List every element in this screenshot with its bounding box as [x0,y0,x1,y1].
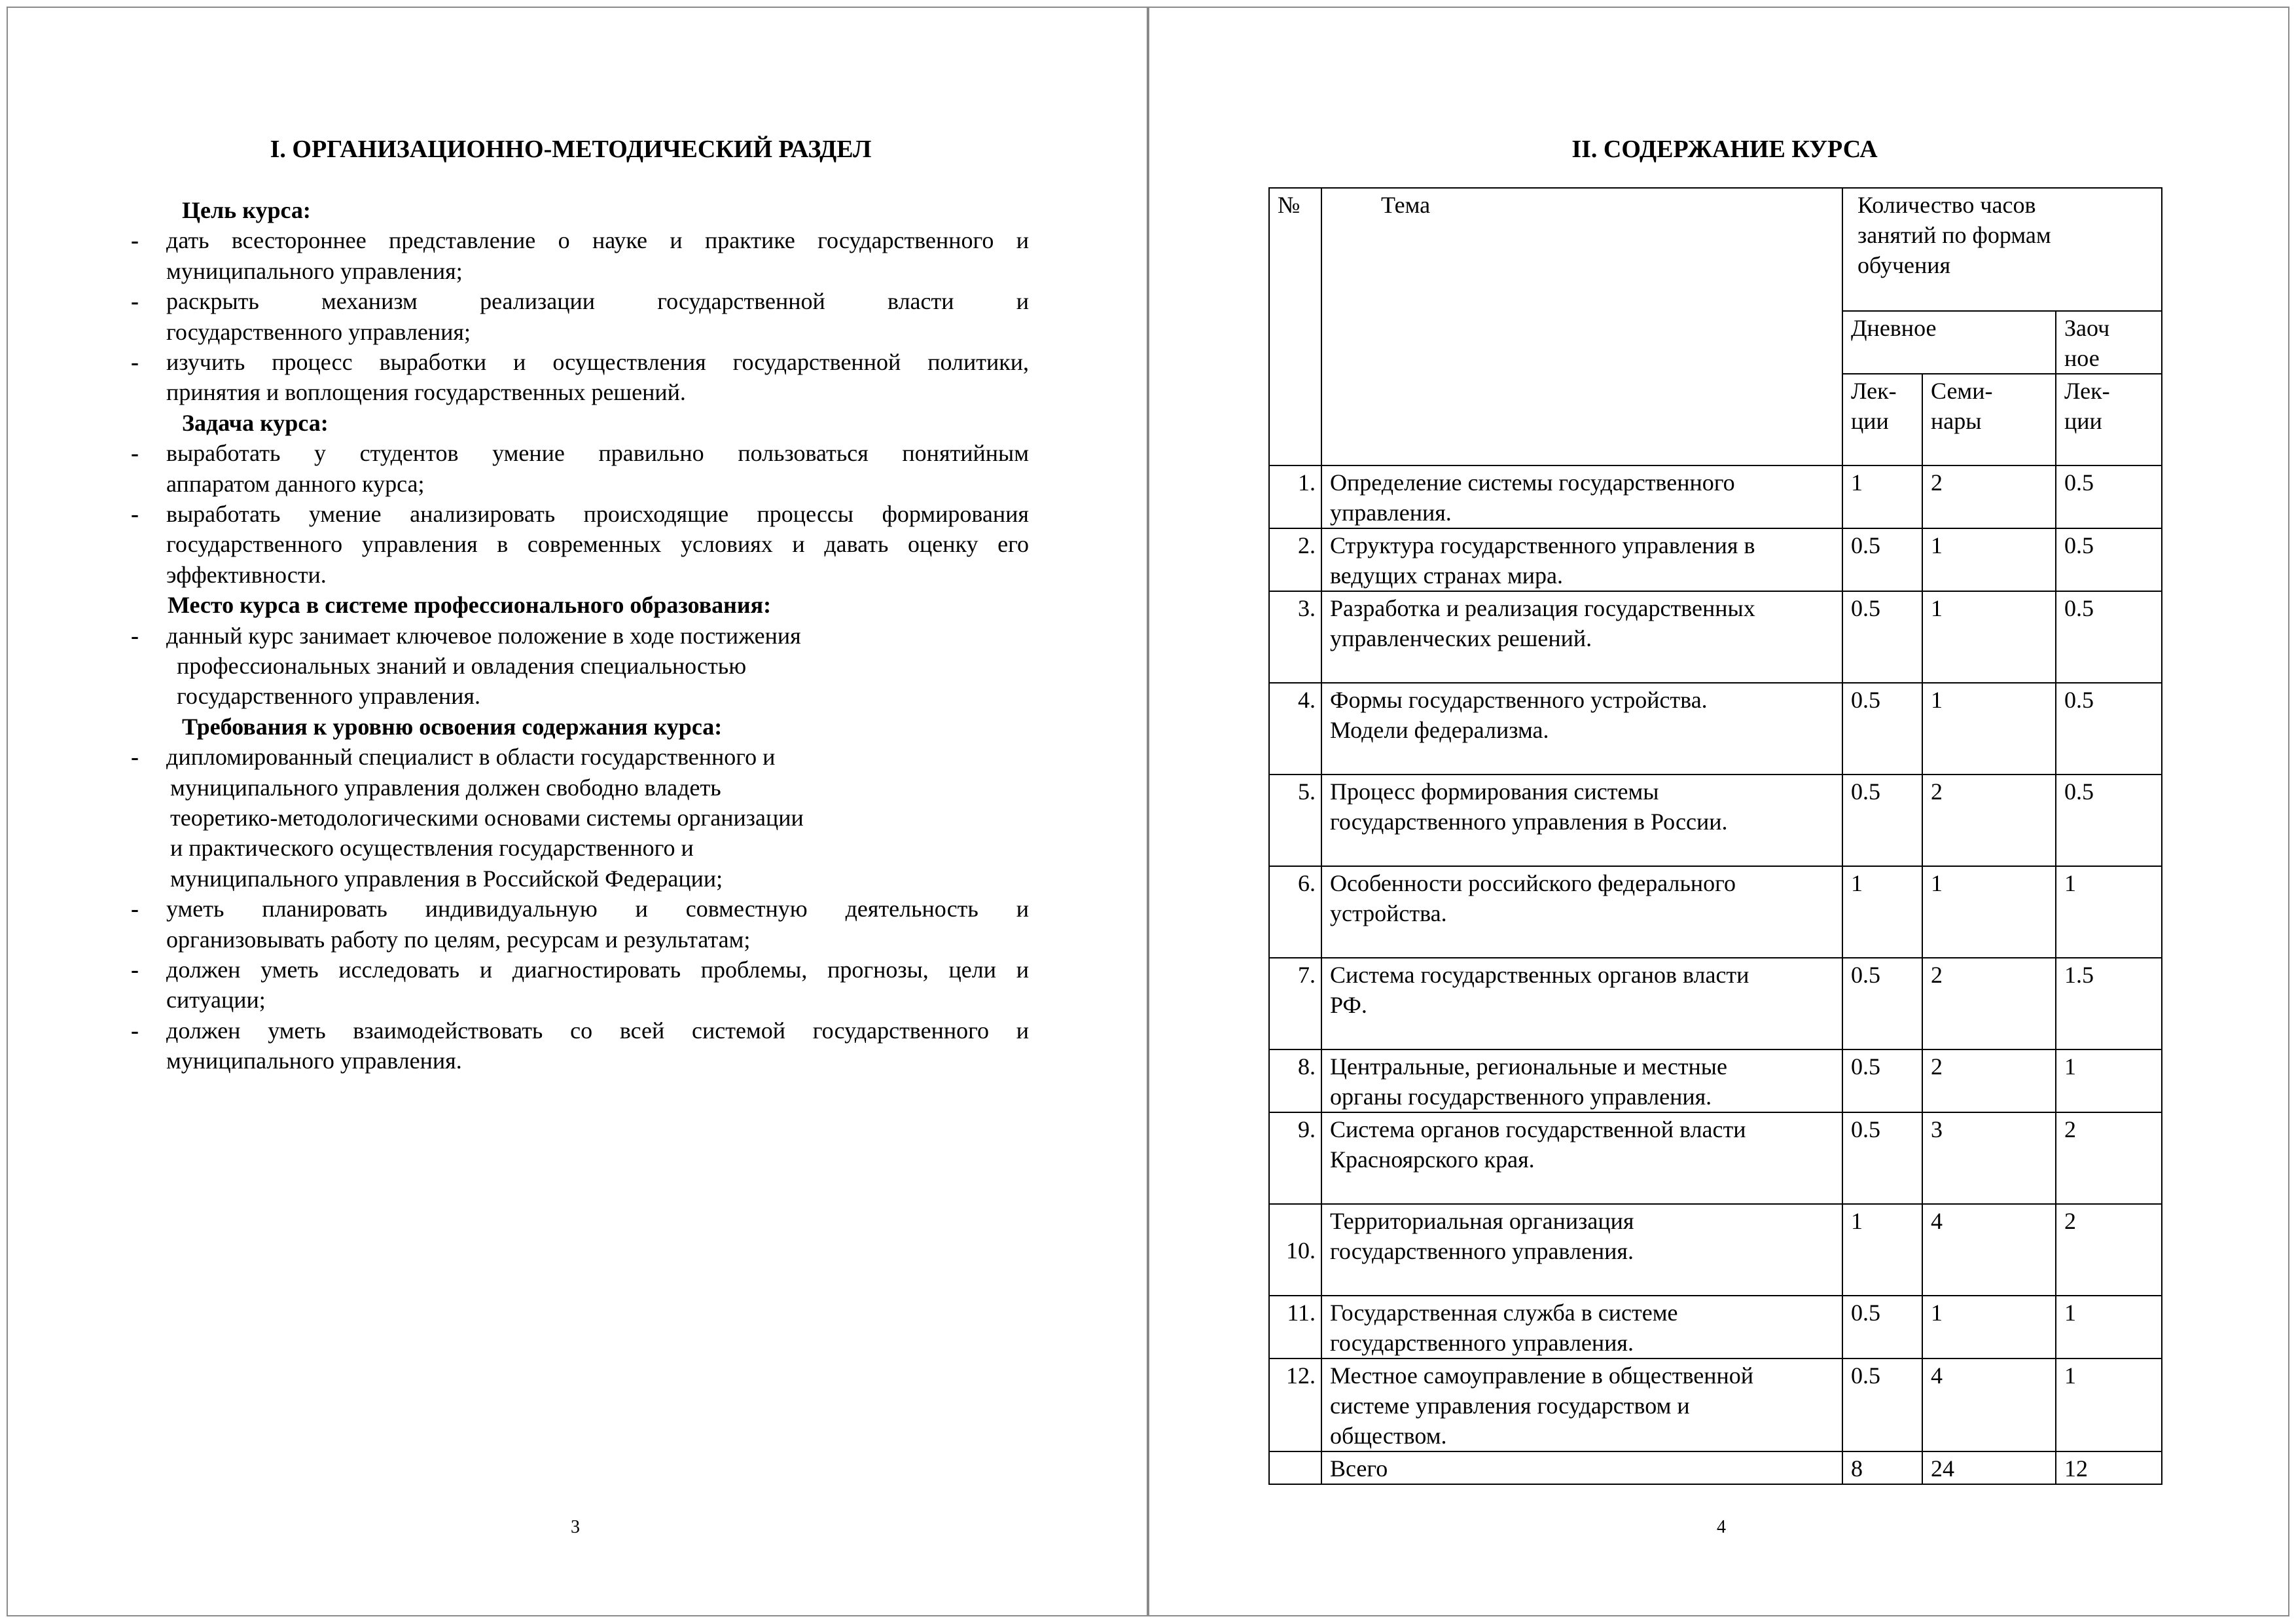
list-bullet-dash: - [131,440,139,467]
list-item-line: уметь планировать индивидуальную и совместную деятельность и [166,896,1029,922]
row-topic: Процесс формирования системы государственного управления в России. [1321,775,1842,866]
right-page [1148,7,2289,1616]
subsection-heading: Задача курса: [182,409,329,436]
list-item-line: выработать у студентов умение правильно пользоваться понятийным [166,440,1029,467]
list-item-line: дать всестороннее представление о науке и практике государственного и [166,227,1029,254]
table-row [1269,1359,2162,1451]
list-item-line: муниципального управления должен свободно владеть [170,774,721,801]
list-bullet-dash: - [131,288,139,315]
header-lectures: Лек- ции [1842,374,1922,465]
row-extramural-lectures: 0.5 [2056,465,2162,528]
row-number: 9. [1269,1112,1321,1204]
row-number: 7. [1269,958,1321,1049]
list-bullet-dash: - [131,744,139,771]
list-item-line: государственного управления. [177,683,480,710]
row-lectures: 0.5 [1842,528,1922,591]
list-item-line: государственного управления; [166,318,471,345]
row-extramural-lectures: 2 [2056,1112,2162,1204]
list-item-line: теоретико-методологическими основами системы организации [170,805,804,831]
row-number: 10. [1269,1204,1321,1296]
total-lectures: 8 [1842,1451,1922,1484]
list-item-line: принятия и воплощения государственных решений. [166,379,686,406]
list-item-line: изучить процесс выработки и осуществления государственной политики, [166,349,1029,375]
row-seminars: 2 [1922,775,2056,866]
row-seminars: 1 [1922,591,2056,683]
row-extramural-lectures: 0.5 [2056,591,2162,683]
section-heading: II. СОДЕРЖАНИЕ КУРСА [1571,136,1878,163]
total-label: Всего [1321,1451,1842,1484]
row-topic: Особенности российского федерального устройства. [1321,866,1842,958]
header-seminars: Семи- нары [1922,374,2056,465]
header-lectures-extramural: Лек- ции [2056,374,2162,465]
row-extramural-lectures: 1 [2056,1296,2162,1359]
page-number: 3 [571,1517,580,1537]
list-bullet-dash: - [131,1017,139,1044]
row-extramural-lectures: 0.5 [2056,775,2162,866]
row-seminars: 1 [1922,1296,2056,1359]
row-lectures: 0.5 [1842,1296,1922,1359]
row-extramural-lectures: 0.5 [2056,528,2162,591]
row-extramural-lectures: 1 [2056,1359,2162,1451]
table-row [1269,683,2162,775]
total-extramural-lectures: 12 [2056,1451,2162,1484]
subsection-heading: Место курса в системе профессионального образования: [168,592,772,619]
row-topic: Местное самоуправление в общественной системе управления государством и обществом. [1321,1359,1842,1451]
table-row [1269,591,2162,683]
section-heading: I. ОРГАНИЗАЦИОННО-МЕТОДИЧЕСКИЙ РАЗДЕЛ [270,136,872,163]
page-number: 4 [1717,1517,1726,1537]
list-item-line: должен уметь взаимодействовать со всей системой государственного и [166,1017,1029,1044]
row-seminars: 4 [1922,1359,2056,1451]
row-seminars: 1 [1922,866,2056,958]
table-total-row [1269,1451,2162,1484]
left-body-text [8,8,1147,1615]
row-seminars: 1 [1922,683,2056,775]
row-number: 6. [1269,866,1321,958]
list-item-line: выработать умение анализировать происходящие процессы формирования [166,501,1029,527]
row-lectures: 1 [1842,465,1922,528]
row-extramural-lectures: 1 [2056,1049,2162,1112]
row-number: 4. [1269,683,1321,775]
table-header-row [1269,188,2162,311]
row-extramural-lectures: 1.5 [2056,958,2162,1049]
header-number: № [1269,188,1321,465]
table-row [1269,958,2162,1049]
list-item-line: дипломированный специалист в области государственного и [166,744,776,771]
list-item-line: эффективности. [166,561,327,588]
subsection-heading: Требования к уровню освоения содержания курса: [182,713,723,740]
row-topic: Центральные, региональные и местные органы государственного управления. [1321,1049,1842,1112]
row-topic: Формы государственного устройства. Модели федерализма. [1321,683,1842,775]
row-lectures: 0.5 [1842,1359,1922,1451]
row-number: 1. [1269,465,1321,528]
row-lectures: 0.5 [1842,958,1922,1049]
row-lectures: 0.5 [1842,683,1922,775]
row-lectures: 1 [1842,1204,1922,1296]
row-seminars: 3 [1922,1112,2056,1204]
row-topic: Система органов государственной власти Красноярского края. [1321,1112,1842,1204]
row-topic: Разработка и реализация государственных управленческих решений. [1321,591,1842,683]
row-lectures: 0.5 [1842,1112,1922,1204]
table-row [1269,1049,2162,1112]
row-extramural-lectures: 2 [2056,1204,2162,1296]
row-lectures: 1 [1842,866,1922,958]
table-row [1269,1112,2162,1204]
row-lectures: 0.5 [1842,775,1922,866]
row-topic: Государственная служба в системе государственного управления. [1321,1296,1842,1359]
list-item-line: муниципального управления в Российской Федерации; [170,865,723,892]
header-day: Дневное [1842,311,2056,374]
list-bullet-dash: - [131,957,139,983]
list-item-line: организовывать работу по целям, ресурсам и результатам; [166,926,751,953]
row-topic: Определение системы государственного управления. [1321,465,1842,528]
header-topic: Тема [1321,188,1842,465]
course-content-table [1268,187,2162,1485]
header-extramural: Заоч ное [2056,311,2162,374]
list-item-line: государственного управления в современных условиях и давать оценку его [166,531,1029,558]
row-number: 8. [1269,1049,1321,1112]
row-seminars: 1 [1922,528,2056,591]
total-number [1269,1451,1321,1484]
table-row [1269,1204,2162,1296]
list-item-line: аппаратом данного курса; [166,470,425,497]
row-number: 12. [1269,1359,1321,1451]
list-item-line: должен уметь исследовать и диагностировать проблемы, прогнозы, цели и [166,957,1029,983]
row-lectures: 0.5 [1842,1049,1922,1112]
list-item-line: данный курс занимает ключевое положение в ходе постижения [166,622,801,649]
list-bullet-dash: - [131,501,139,527]
row-seminars: 2 [1922,465,2056,528]
list-bullet-dash: - [131,896,139,922]
row-topic: Структура государственного управления в ведущих странах мира. [1321,528,1842,591]
table-row [1269,1296,2162,1359]
row-number: 2. [1269,528,1321,591]
list-item-line: и практического осуществления государственного и [170,835,694,862]
row-topic: Система государственных органов власти РФ. [1321,958,1842,1049]
list-bullet-dash: - [131,622,139,649]
table-row [1269,528,2162,591]
list-item-line: ситуации; [166,987,266,1013]
row-number: 11. [1269,1296,1321,1359]
row-number: 3. [1269,591,1321,683]
subsection-heading: Цель курса: [182,197,311,223]
total-seminars: 24 [1922,1451,2056,1484]
list-bullet-dash: - [131,349,139,375]
row-extramural-lectures: 0.5 [2056,683,2162,775]
row-seminars: 2 [1922,958,2056,1049]
row-seminars: 2 [1922,1049,2056,1112]
table-row [1269,775,2162,866]
list-item-line: профессиональных знаний и овладения специальностью [177,653,747,679]
list-item-line: муниципального управления. [166,1048,462,1074]
row-lectures: 0.5 [1842,591,1922,683]
row-seminars: 4 [1922,1204,2056,1296]
list-bullet-dash: - [131,227,139,254]
left-page [7,7,1148,1616]
table-row [1269,465,2162,528]
table-row [1269,866,2162,958]
list-item-line: муниципального управления; [166,257,463,284]
header-hours: Количество часов занятий по формам обучения [1842,188,2162,311]
row-topic: Территориальная организация государственного управления. [1321,1204,1842,1296]
row-extramural-lectures: 1 [2056,866,2162,958]
row-number: 5. [1269,775,1321,866]
list-item-line: раскрыть механизм реализации государственной власти и [166,288,1029,315]
